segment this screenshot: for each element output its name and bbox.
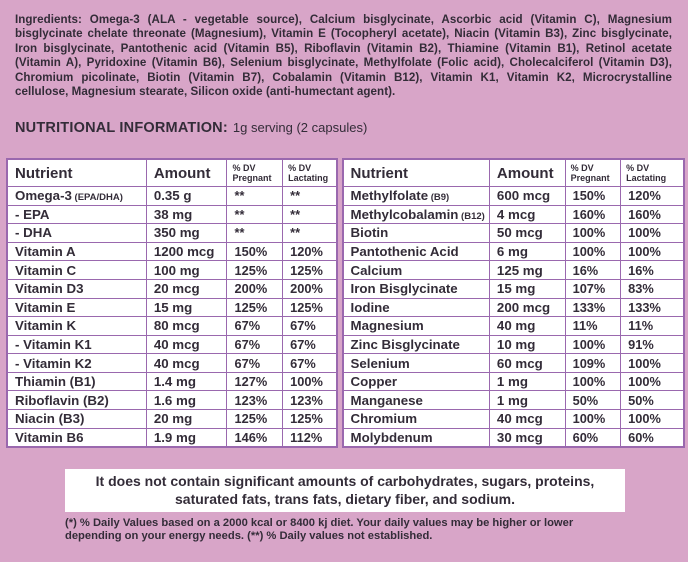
dv-label: % DV <box>570 163 594 174</box>
table-row <box>7 317 337 336</box>
no-significant-amounts-box <box>65 469 625 512</box>
amount-cell: 20 mcg <box>146 279 227 298</box>
table-row <box>343 242 684 261</box>
amount-cell: 350 mg <box>146 224 227 243</box>
dv-pregnant-cell: 125% <box>227 261 283 280</box>
table-row <box>343 335 684 354</box>
dv-pregnant-cell: 67% <box>227 335 283 354</box>
nutrient-cell: Magnesium <box>343 317 490 336</box>
amount-cell: 15 mg <box>489 279 565 298</box>
dv-pregnant-cell: 107% <box>565 279 621 298</box>
nutrient-cell: Selenium <box>343 354 490 373</box>
lactating-label: Lactating <box>626 173 667 184</box>
no-significant-line2: saturated fats, trans fats, dietary fiber, and sodium. <box>175 491 515 508</box>
nutrient-cell: Copper <box>343 372 490 391</box>
column-header-amount: Amount <box>146 159 227 186</box>
nutrient-cell: Vitamin A <box>7 242 146 261</box>
dv-pregnant-cell: 123% <box>227 391 283 410</box>
lactating-label: Lactating <box>288 173 329 184</box>
amount-cell: 38 mg <box>146 205 227 224</box>
amount-cell: 200 mcg <box>489 298 565 317</box>
dv-pregnant-cell: 125% <box>227 298 283 317</box>
dv-lactating-cell: ** <box>283 205 337 224</box>
table-row <box>7 242 337 261</box>
dv-pregnant-cell: 100% <box>565 242 621 261</box>
table-row <box>7 335 337 354</box>
nutrient-cell: - Vitamin K2 <box>7 354 146 373</box>
dv-lactating-cell: 100% <box>621 354 684 373</box>
amount-cell: 1.4 mg <box>146 372 227 391</box>
dv-lactating-cell: 120% <box>621 186 684 205</box>
dv-pregnant-cell: 127% <box>227 372 283 391</box>
nutrition-info-heading <box>15 119 688 137</box>
table-row <box>7 410 337 429</box>
table-row <box>7 391 337 410</box>
dv-lactating-cell: 50% <box>621 391 684 410</box>
serving-size-text: 1g serving (2 capsules) <box>232 120 368 136</box>
dv-lactating-cell: 100% <box>283 372 337 391</box>
nutrient-cell: - EPA <box>7 205 146 224</box>
dv-lactating-cell: 67% <box>283 317 337 336</box>
nutrient-cell: Methylfolate (B9) <box>343 186 490 205</box>
table-header-row <box>7 159 337 186</box>
nutrient-suffix: (B12) <box>458 210 485 222</box>
nutrient-suffix: (EPA/DHA) <box>71 192 123 204</box>
table-row <box>7 428 337 447</box>
dv-pregnant-cell: 200% <box>227 279 283 298</box>
table-row <box>7 372 337 391</box>
pregnant-label: Pregnant <box>570 173 610 184</box>
nutrient-cell: Biotin <box>343 224 490 243</box>
nutrient-cell: - DHA <box>7 224 146 243</box>
table-body-left <box>7 186 337 446</box>
dv-lactating-cell: 123% <box>283 391 337 410</box>
nutrition-table-right <box>342 158 685 447</box>
dv-pregnant-cell: 146% <box>227 428 283 447</box>
dv-pregnant-cell: 133% <box>565 298 621 317</box>
nutrient-cell: Vitamin B6 <box>7 428 146 447</box>
amount-cell: 100 mg <box>146 261 227 280</box>
table-row <box>7 298 337 317</box>
table-row <box>7 261 337 280</box>
nutrient-cell: Vitamin C <box>7 261 146 280</box>
dv-pregnant-cell: 100% <box>565 410 621 429</box>
nutrient-cell: Molybdenum <box>343 428 490 447</box>
nutrient-cell: - Vitamin K1 <box>7 335 146 354</box>
dv-pregnant-cell: 150% <box>565 186 621 205</box>
dv-lactating-cell: 120% <box>283 242 337 261</box>
amount-cell: 1.6 mg <box>146 391 227 410</box>
dv-lactating-cell: 125% <box>283 298 337 317</box>
nutrient-suffix: (B9) <box>428 192 450 204</box>
dv-lactating-cell: 67% <box>283 354 337 373</box>
amount-cell: 1 mg <box>489 391 565 410</box>
dv-pregnant-cell: ** <box>227 205 283 224</box>
nutrient-cell: Chromium <box>343 410 490 429</box>
amount-cell: 50 mcg <box>489 224 565 243</box>
dv-pregnant-cell: 100% <box>565 335 621 354</box>
nutrient-cell: Iron Bisglycinate <box>343 279 490 298</box>
daily-values-footnote: (*) % Daily Values based on a 2000 kcal or 8400 kj diet. Your daily values may be higher or lower depending on your energy needs. (**) % Daily values not established. <box>65 516 574 543</box>
dv-pregnant-cell: 67% <box>227 317 283 336</box>
dv-lactating-cell: 133% <box>621 298 684 317</box>
nutrition-tables-container <box>6 158 685 447</box>
table-row <box>343 372 684 391</box>
table-row <box>343 410 684 429</box>
dv-lactating-cell: 11% <box>621 317 684 336</box>
dv-lactating-cell: 100% <box>621 410 684 429</box>
dv-pregnant-cell: ** <box>227 186 283 205</box>
nutrient-cell: Methylcobalamin (B12) <box>343 205 490 224</box>
amount-cell: 40 mcg <box>489 410 565 429</box>
dv-lactating-cell: 67% <box>283 335 337 354</box>
column-header-dv-lactating <box>621 159 684 186</box>
amount-cell: 15 mg <box>146 298 227 317</box>
table-row <box>343 298 684 317</box>
table-row <box>7 205 337 224</box>
table-row <box>343 224 684 243</box>
amount-cell: 0.35 g <box>146 186 227 205</box>
column-header-nutrient: Nutrient <box>343 159 490 186</box>
dv-lactating-cell: 160% <box>621 205 684 224</box>
amount-cell: 20 mg <box>146 410 227 429</box>
dv-pregnant-cell: 100% <box>565 224 621 243</box>
column-header-amount: Amount <box>489 159 565 186</box>
dv-label: % DV <box>232 163 256 174</box>
nutrient-cell: Iodine <box>343 298 490 317</box>
dv-lactating-cell: 125% <box>283 261 337 280</box>
dv-pregnant-cell: 11% <box>565 317 621 336</box>
dv-lactating-cell: 100% <box>621 224 684 243</box>
nutrient-cell: Zinc Bisglycinate <box>343 335 490 354</box>
nutrient-cell: Pantothenic Acid <box>343 242 490 261</box>
nutrient-cell: Thiamin (B1) <box>7 372 146 391</box>
amount-cell: 60 mcg <box>489 354 565 373</box>
table-row <box>343 279 684 298</box>
table-row <box>7 224 337 243</box>
table-row <box>343 354 684 373</box>
dv-pregnant-cell: 67% <box>227 354 283 373</box>
nutrient-cell: Vitamin E <box>7 298 146 317</box>
nutrient-cell: Calcium <box>343 261 490 280</box>
dv-lactating-cell: ** <box>283 186 337 205</box>
dv-pregnant-cell: 16% <box>565 261 621 280</box>
dv-pregnant-cell: 160% <box>565 205 621 224</box>
nutrient-cell: Omega-3 (EPA/DHA) <box>7 186 146 205</box>
dv-pregnant-cell: 125% <box>227 410 283 429</box>
column-header-dv-pregnant <box>565 159 621 186</box>
amount-cell: 30 mcg <box>489 428 565 447</box>
table-row <box>343 205 684 224</box>
table-body-right <box>343 186 684 446</box>
dv-pregnant-cell: ** <box>227 224 283 243</box>
dv-lactating-cell: 83% <box>621 279 684 298</box>
amount-cell: 1 mg <box>489 372 565 391</box>
ingredients-text: Ingredients: Omega-3 (ALA - vegetable source), Calcium bisglycinate, Ascorbic acid (Vitamin C), Magnesium bisglycinate chelate threonate (Magnesium), Vitamin E (Tocopheryl acetate), Niacin (Vitamin B3), Zinc bisglycinate, Iron bisglycinate, Pantothenic acid (Vitamin B5), Riboflavin (Vitamin B2), Thiamine (Vitamin B1), Retinol acetate (Vitamin A), Pyridoxine (Vitamin B6), Selenium bisglycinate, Methylfolate (Folic acid), Cholecalciferol (Vitamin D3), Chromium picolinate, Biotin (Vitamin B7), Cobalamin (Vitamin B12), Vitamin K1, Vitamin K2, Microcrystalline cellulose, Magnesium stearate, Silicon oxide (anti-humectant agent). <box>15 13 672 99</box>
table-row <box>343 186 684 205</box>
dv-label: % DV <box>288 163 312 174</box>
nutrient-cell: Vitamin D3 <box>7 279 146 298</box>
nutrition-info-title: NUTRITIONAL INFORMATION: <box>15 120 228 137</box>
amount-cell: 125 mg <box>489 261 565 280</box>
column-header-nutrient: Nutrient <box>7 159 146 186</box>
amount-cell: 40 mcg <box>146 354 227 373</box>
table-row <box>7 279 337 298</box>
table-row <box>343 428 684 447</box>
dv-lactating-cell: 91% <box>621 335 684 354</box>
dv-pregnant-cell: 60% <box>565 428 621 447</box>
table-header-row <box>343 159 684 186</box>
amount-cell: 40 mg <box>489 317 565 336</box>
amount-cell: 6 mg <box>489 242 565 261</box>
dv-pregnant-cell: 50% <box>565 391 621 410</box>
dv-lactating-cell: 100% <box>621 372 684 391</box>
pregnant-label: Pregnant <box>232 173 272 184</box>
amount-cell: 4 mcg <box>489 205 565 224</box>
table-row <box>7 186 337 205</box>
dv-lactating-cell: ** <box>283 224 337 243</box>
dv-lactating-cell: 16% <box>621 261 684 280</box>
column-header-dv-pregnant <box>227 159 283 186</box>
table-row <box>343 391 684 410</box>
nutrition-table-left <box>6 158 338 447</box>
dv-lactating-cell: 100% <box>621 242 684 261</box>
amount-cell: 600 mcg <box>489 186 565 205</box>
dv-pregnant-cell: 150% <box>227 242 283 261</box>
table-row <box>7 354 337 373</box>
dv-lactating-cell: 60% <box>621 428 684 447</box>
dv-pregnant-cell: 109% <box>565 354 621 373</box>
amount-cell: 1.9 mg <box>146 428 227 447</box>
dv-lactating-cell: 125% <box>283 410 337 429</box>
table-row <box>343 317 684 336</box>
table-row <box>343 261 684 280</box>
nutrient-cell: Manganese <box>343 391 490 410</box>
nutrient-cell: Niacin (B3) <box>7 410 146 429</box>
amount-cell: 40 mcg <box>146 335 227 354</box>
nutrient-cell: Riboflavin (B2) <box>7 391 146 410</box>
no-significant-line1: It does not contain significant amounts of carbohydrates, sugars, proteins, <box>95 472 595 489</box>
dv-pregnant-cell: 100% <box>565 372 621 391</box>
amount-cell: 10 mg <box>489 335 565 354</box>
dv-lactating-cell: 200% <box>283 279 337 298</box>
nutrient-cell: Vitamin K <box>7 317 146 336</box>
column-header-dv-lactating <box>283 159 337 186</box>
dv-label: % DV <box>626 163 650 174</box>
amount-cell: 1200 mcg <box>146 242 227 261</box>
dv-lactating-cell: 112% <box>283 428 337 447</box>
amount-cell: 80 mcg <box>146 317 227 336</box>
